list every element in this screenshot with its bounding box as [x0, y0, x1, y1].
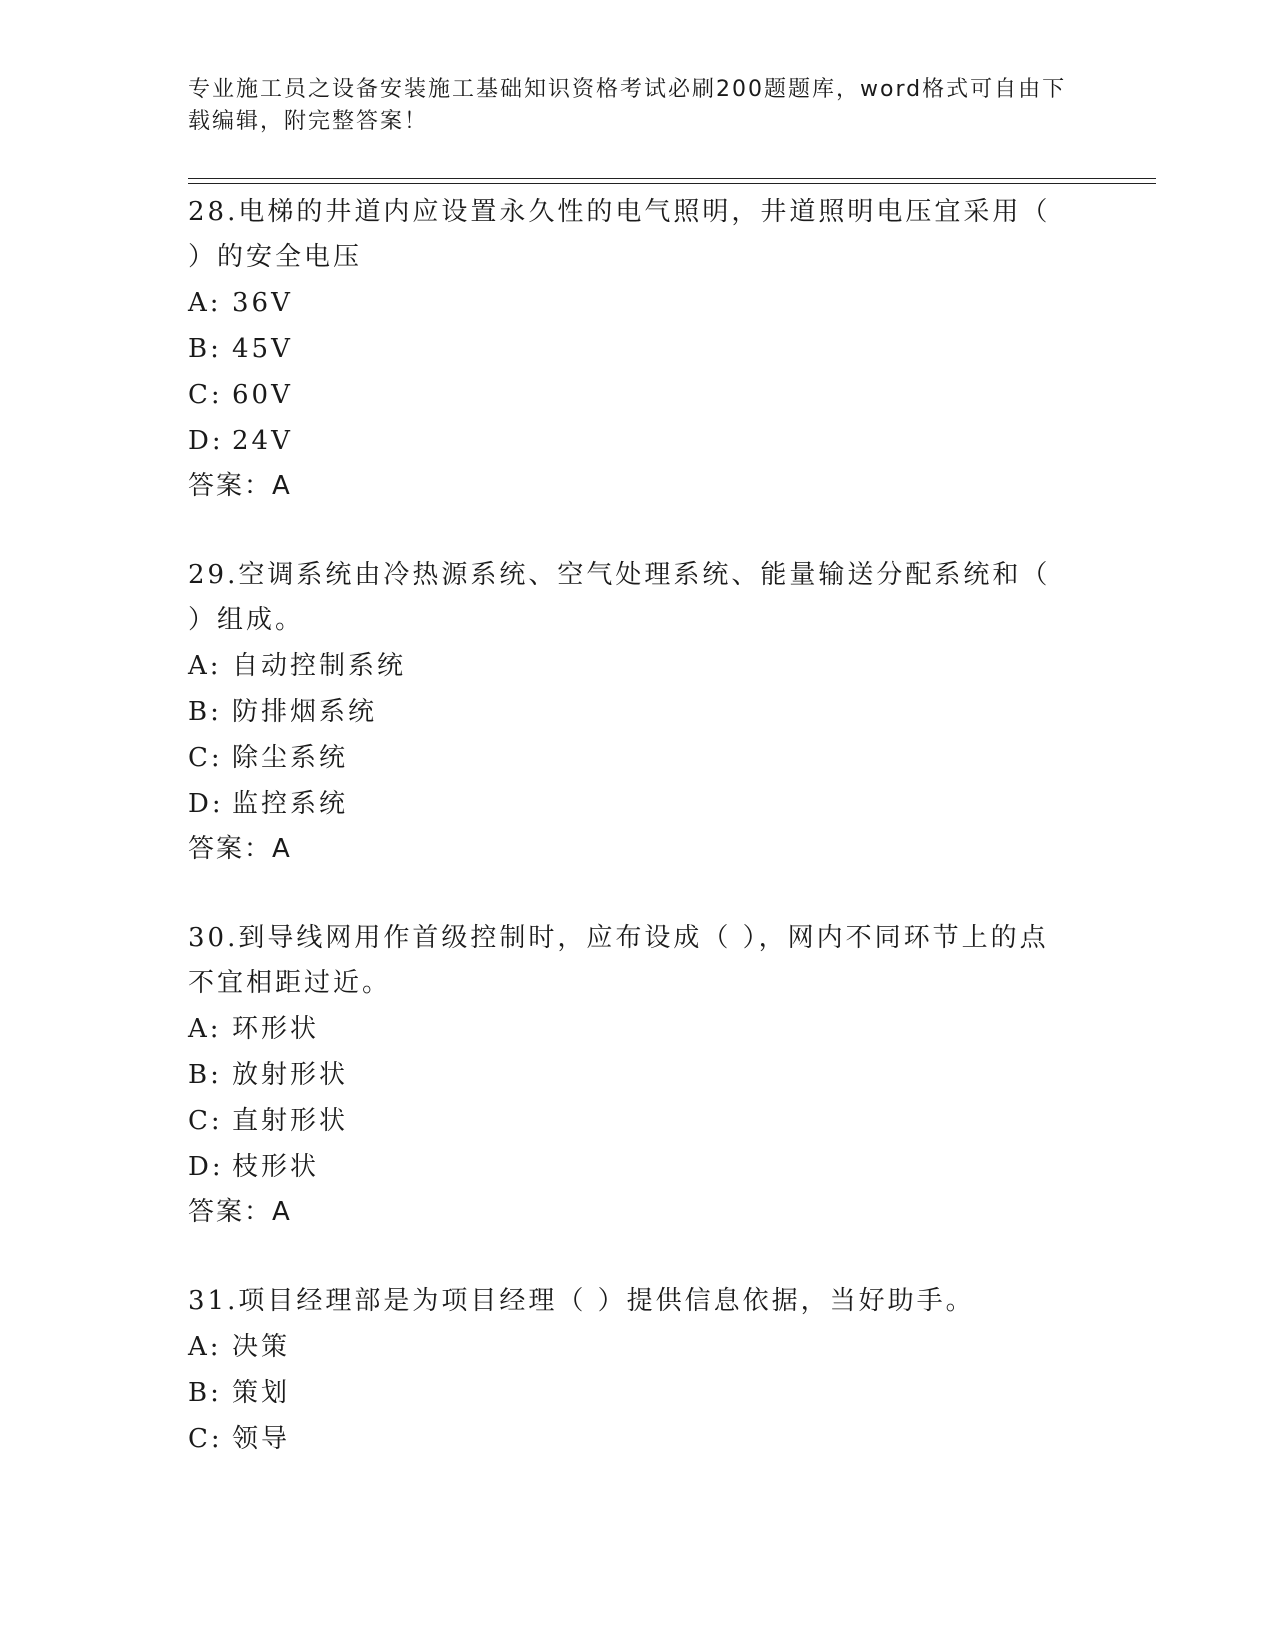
option-c — [188, 735, 1068, 781]
option-c — [188, 1098, 1068, 1144]
option-text: 除尘系统 — [232, 743, 349, 773]
option-text: 监控系统 — [232, 789, 349, 819]
option-b — [188, 689, 1068, 735]
option-label: A: — [188, 651, 222, 681]
option-d — [188, 1144, 1068, 1190]
question-stem: 30.到导线网用作首级控制时，应布设成（ ），网内不同环节上的点不宜相距过近。 — [188, 923, 1049, 998]
option-label: C: — [188, 743, 223, 773]
option-b — [188, 1052, 1068, 1098]
option-label: D: — [188, 789, 224, 819]
option-label: A: — [188, 1014, 222, 1044]
option-text: 策划 — [232, 1378, 291, 1408]
option-text: 放射形状 — [232, 1060, 349, 1090]
option-label: B: — [188, 1378, 222, 1408]
answer-line: 答案：A — [188, 471, 292, 501]
option-label: C: — [188, 380, 223, 410]
option-a — [188, 280, 1068, 326]
option-text: 60V — [232, 380, 293, 410]
option-label: A: — [188, 1332, 222, 1362]
option-label: A: — [188, 288, 222, 318]
question-stem: 29.空调系统由冷热源系统、空气处理系统、能量输送分配系统和（ ）组成。 — [188, 560, 1051, 635]
header-divider-top — [188, 178, 1156, 179]
option-label: B: — [188, 334, 222, 364]
option-text: 枝形状 — [232, 1152, 320, 1182]
question-28 — [188, 190, 1068, 508]
option-b — [188, 1370, 1068, 1416]
question-31 — [188, 1279, 1068, 1462]
option-text: 45V — [232, 334, 293, 364]
header-divider-bottom — [188, 183, 1156, 184]
option-b — [188, 326, 1068, 372]
document-header: 专业施工员之设备安装施工基础知识资格考试必刷200题题库，word格式可自由下载编辑，附完整答案！ — [188, 77, 1067, 134]
option-text: 防排烟系统 — [232, 697, 378, 727]
option-c — [188, 1416, 1068, 1462]
option-c — [188, 372, 1068, 418]
option-a — [188, 1006, 1068, 1052]
option-label: D: — [188, 1152, 224, 1182]
option-label: B: — [188, 697, 222, 727]
answer-line: 答案：A — [188, 1197, 292, 1227]
option-label: C: — [188, 1424, 223, 1454]
option-text: 36V — [232, 288, 293, 318]
option-a — [188, 643, 1068, 689]
option-text: 决策 — [232, 1332, 291, 1362]
option-d — [188, 418, 1068, 464]
question-30 — [188, 916, 1068, 1234]
option-label: B: — [188, 1060, 222, 1090]
question-stem: 28.电梯的井道内应设置永久性的电气照明，井道照明电压宜采用（ ）的安全电压 — [188, 197, 1051, 272]
option-text: 领导 — [232, 1424, 291, 1454]
option-text: 环形状 — [232, 1014, 320, 1044]
question-29 — [188, 553, 1068, 871]
option-text: 自动控制系统 — [232, 651, 407, 681]
question-stem: 31.项目经理部是为项目经理（ ）提供信息依据，当好助手。 — [188, 1286, 975, 1316]
option-d — [188, 781, 1068, 827]
answer-line: 答案：A — [188, 834, 292, 864]
option-text: 直射形状 — [232, 1106, 349, 1136]
option-label: D: — [188, 426, 224, 456]
option-label: C: — [188, 1106, 223, 1136]
option-text: 24V — [232, 426, 293, 456]
option-a — [188, 1324, 1068, 1370]
